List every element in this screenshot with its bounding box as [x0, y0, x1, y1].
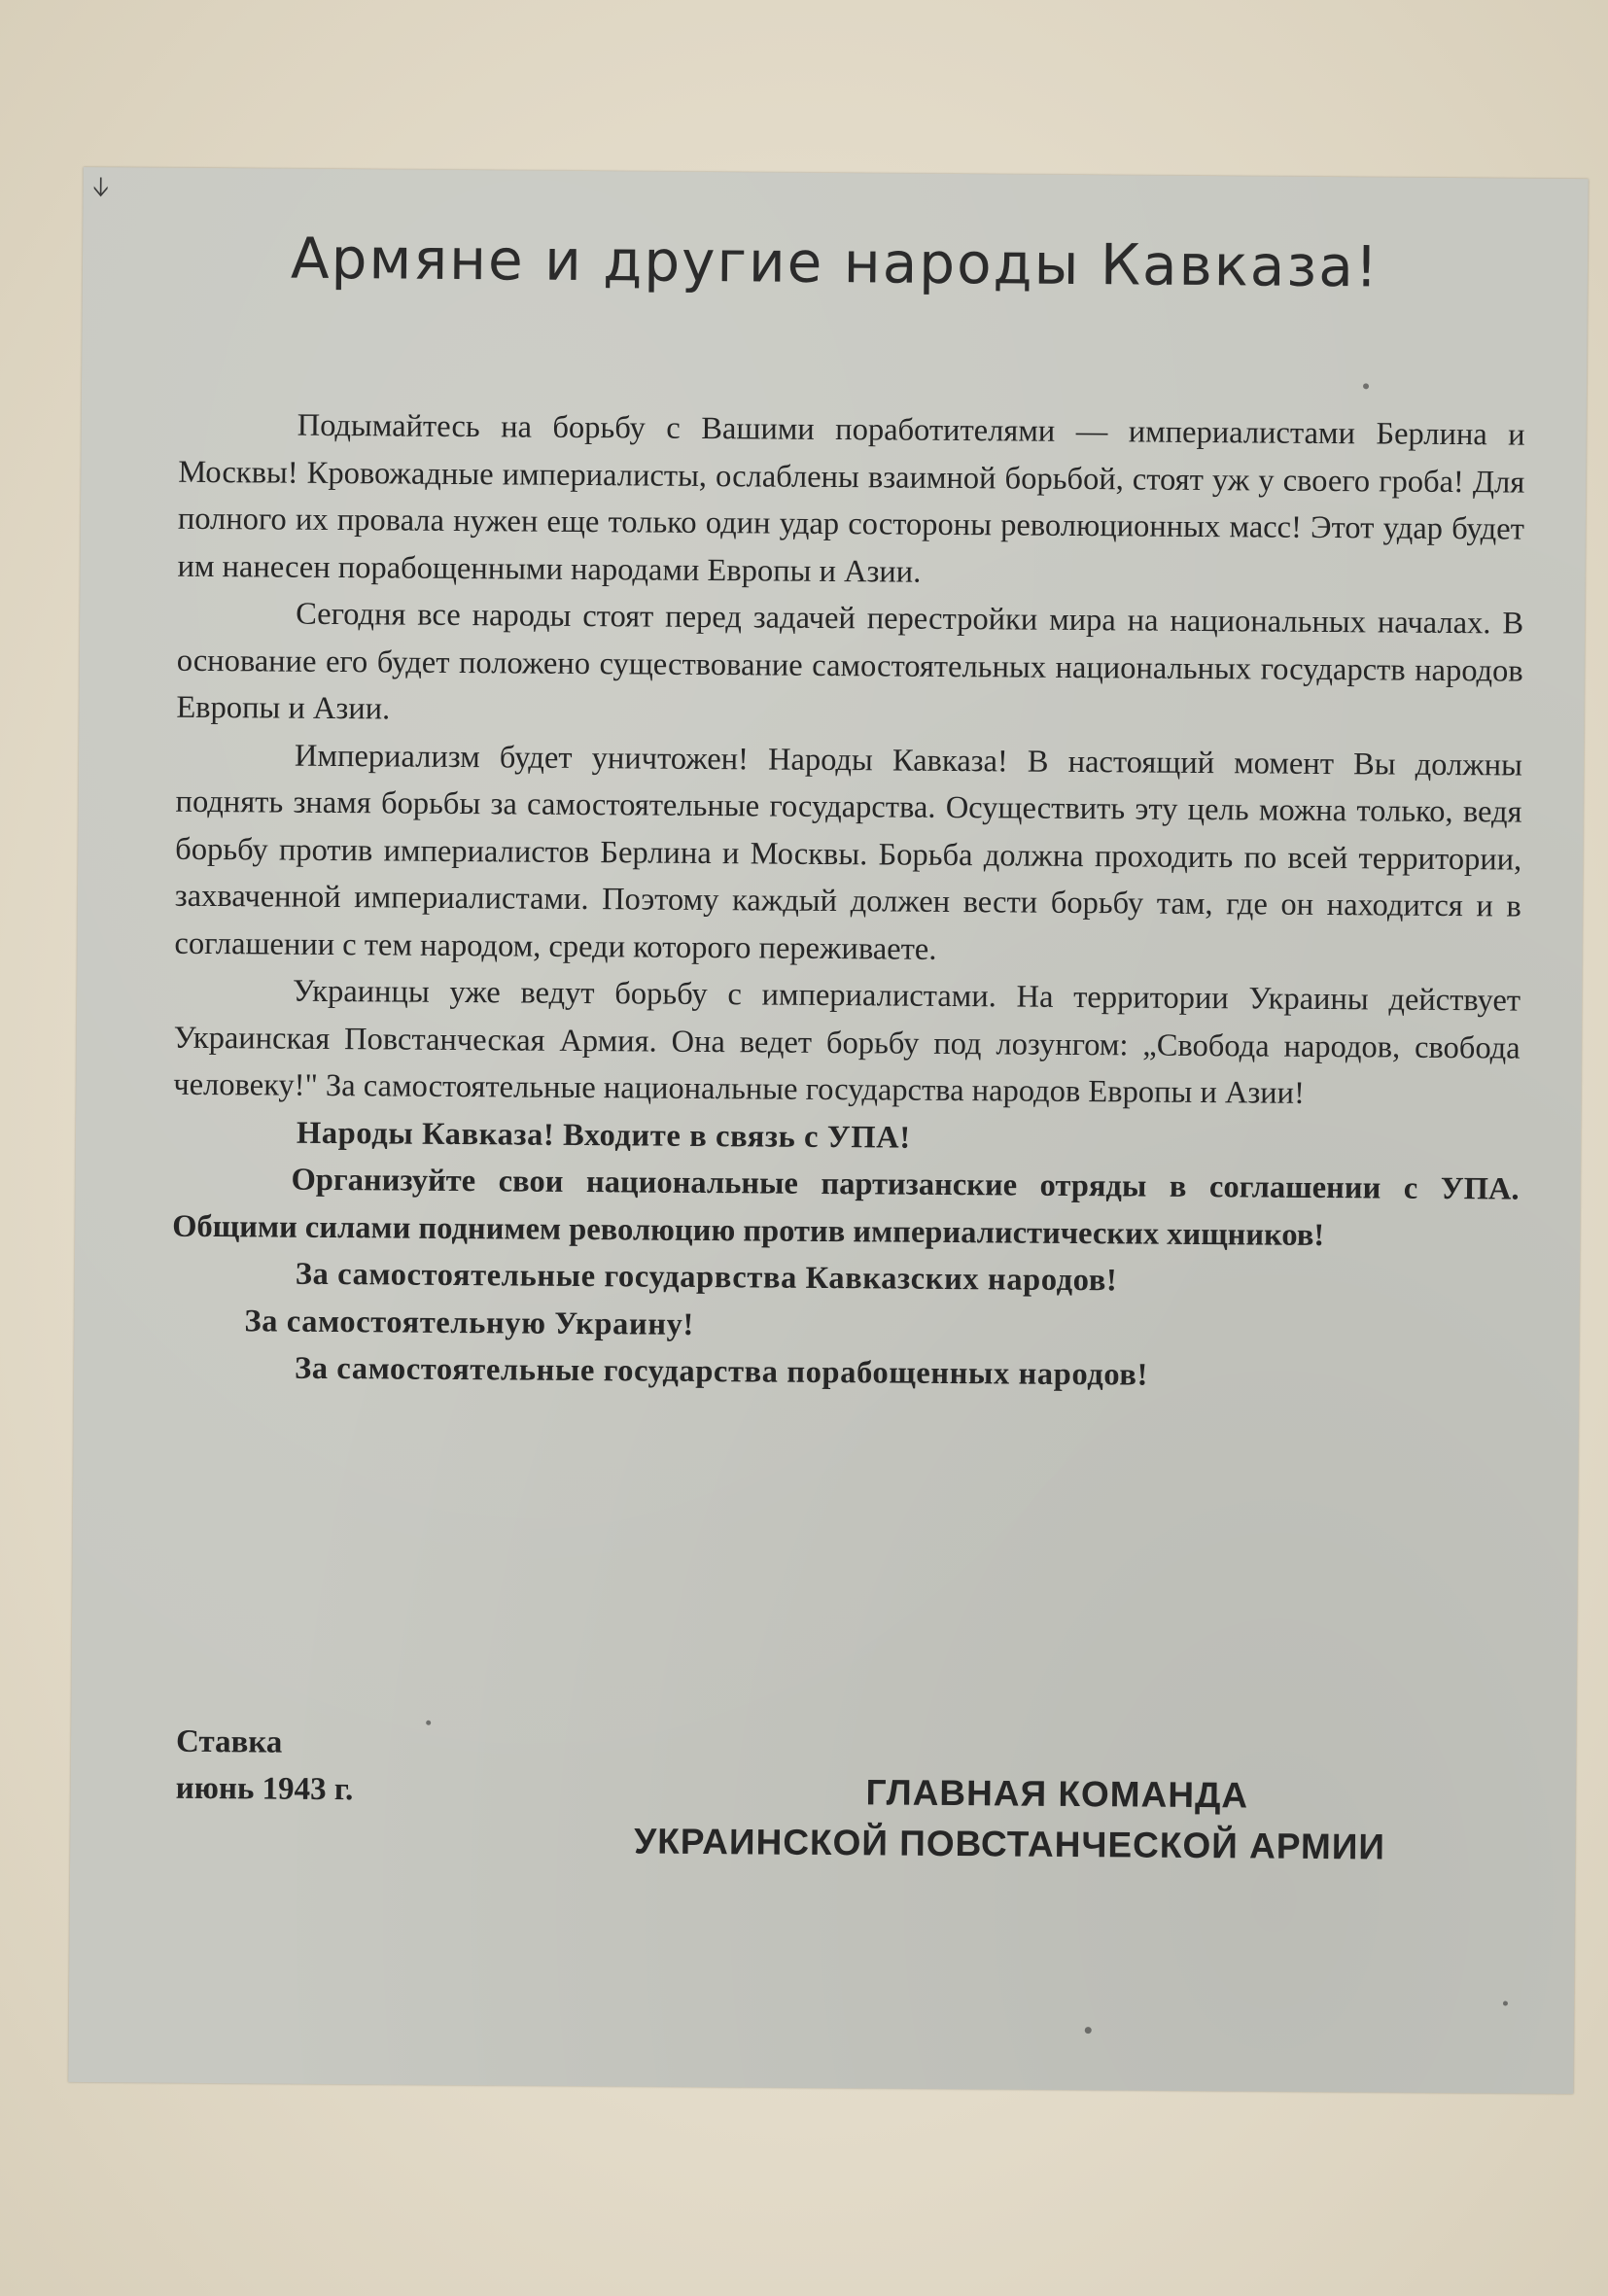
slogan-2: За самостоятельную Украину! [244, 1303, 695, 1342]
leaflet-body [171, 401, 1525, 1402]
signature-line-1: ГЛАВНАЯ КОМАНДА [865, 1772, 1249, 1816]
date-label: июнь 1943 г. [175, 1770, 354, 1808]
call-line: Народы Кавказа! Входите в связь с УПА! [296, 1115, 911, 1156]
slogan-1: За самостоятельные государвства Кавказских народов! [295, 1256, 1118, 1299]
ink-speck [1085, 2027, 1092, 2034]
paragraph-2: Сегодня все народы стоят перед задачей перестройки мира на национальных началах. В основание его будет положено существование самостоятельных национальных государств народов Европы и Азии. [176, 596, 1524, 727]
ink-speck [426, 1721, 431, 1725]
appeal-paragraph: Организуйте свои национальные партизанские отряды в соглашении с УПА. Общими силами поднимем революцию против империалистических хищников! [172, 1162, 1520, 1253]
leaflet-sheet [68, 167, 1588, 2094]
paragraph-4: Украинцы уже ведут борьбу с империалистами. На территории Украины действует Украинская Повстанческая Армия. Она ведет борьбу под лозунгом: „Свобода народов, свобода человеку!" За самостоятельные национальные государства народов Европы и Азии! [173, 973, 1521, 1111]
leaflet-title: Армяне и другие народы Кавказа! [290, 225, 1381, 300]
place-date-block [175, 1719, 353, 1813]
ink-speck [1363, 383, 1369, 389]
corner-mark: ᛎ [88, 170, 113, 217]
place-label: Ставка [175, 1723, 283, 1760]
signature-block [634, 1765, 1529, 1873]
paragraph-1: Подымайтесь на борьбу с Вашими поработителями — империалистами Берлина и Москвы! Кровожадные империалисты, ослаблены взаимной борьбой, стоят уж у своего гроба! Для полного их провала нужен еще только один удар состороны революционных масс! Этот удар будет им нанесен порабощенными народами Европы и Азии. [177, 407, 1525, 590]
slogan-3: За самостоятельные государства порабощенных народов! [294, 1350, 1149, 1393]
ink-speck [1503, 2000, 1508, 2005]
paragraph-3: Империализм будет уничтожен! Народы Кавказа! В настоящий момент Вы должны поднять знамя борьбы за самостоятельные государства. Осуществить эту цель можна только, ведя борьбу против империалистов Берлина и Москвы. Борьба должна проходить по всей территории, захваченной империалистами. Поэтому каждый должен вести борьбу там, где он находится и в соглашении с тем народом, среди которого переживаете. [174, 738, 1523, 967]
signature-line-2: УКРАИНСКОЙ ПОВСТАНЧЕСКОЙ АРМИИ [634, 1821, 1386, 1867]
